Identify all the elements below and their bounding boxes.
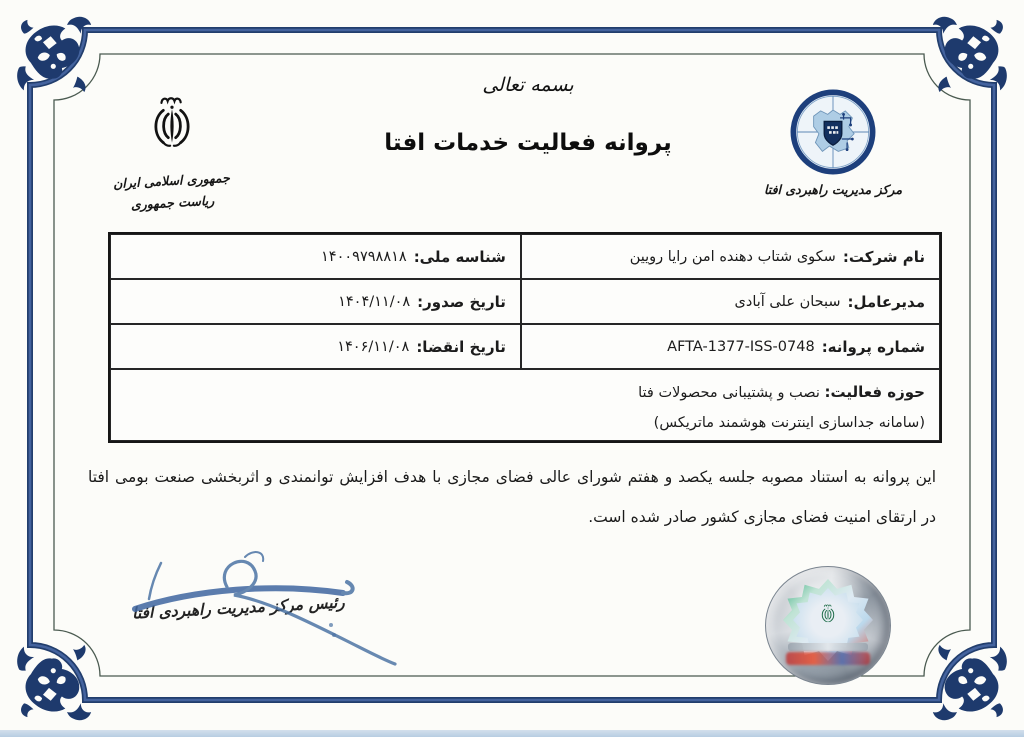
- expiry-date-value: ۱۴۰۶/۱۱/۰۸: [337, 338, 410, 355]
- company-name-value: سکوی شتاب دهنده امن رایا رویین: [629, 248, 836, 265]
- issue-date-value: ۱۴۰۴/۱۱/۰۸: [338, 293, 411, 310]
- body-paragraph-line1: این پروانه به استناد مصوبه جلسه یکصد و هفتم شورای عالی فضای مجازی با هدف افزایش توانمندی و اثربخشی صنعت بومی افتا: [88, 468, 936, 486]
- iran-coat-of-arms-icon: [141, 86, 203, 162]
- national-id-value: ۱۴۰۰۹۷۹۸۸۱۸: [321, 248, 407, 265]
- iran-emblem-block: [97, 86, 247, 214]
- license-number-value: AFTA-1377-ISS-0748: [667, 338, 815, 355]
- company-name-label: نام شرکت:: [842, 247, 925, 266]
- corner-ornament-bottom-left-icon: [12, 638, 98, 724]
- corner-ornament-top-left-icon: [12, 13, 98, 99]
- bismillah-text: بسمه تعالی: [482, 74, 574, 96]
- holographic-seal: [765, 566, 891, 685]
- issue-date-label: تاریخ صدور:: [417, 292, 506, 311]
- emblem-caption-line2: ریاست جمهوری: [130, 192, 215, 213]
- seal-iran-emblem-icon: [817, 600, 839, 628]
- activity-scope-detail: (سامانه جداسازی اینترنت هوشمند ماتریکس): [653, 414, 925, 431]
- ceo-label: مدیرعامل:: [847, 292, 925, 311]
- body-paragraph-line2: در ارتقای امنیت فضای مجازی کشور صادر شده است.: [588, 507, 936, 526]
- activity-scope-value: نصب و پشتیبانی محصولات فتا: [638, 385, 820, 401]
- table-cell-license-number: [521, 324, 940, 369]
- signature-block: [95, 533, 415, 688]
- license-number-label: شماره پروانه:: [821, 337, 925, 356]
- table-cell-activity-scope: [110, 369, 940, 441]
- table-cell-expiry-date: [110, 324, 521, 369]
- table-cell-issue-date: [110, 279, 521, 324]
- afta-center-logo-icon: [789, 88, 877, 176]
- page-title: پروانه فعالیت خدمات افتا: [384, 130, 672, 156]
- body-paragraph: [88, 458, 936, 537]
- ceo-value: سبحان علی آبادی: [734, 293, 841, 310]
- table-cell-company-name: [521, 234, 940, 279]
- scan-edge-strip: [0, 730, 1024, 737]
- national-id-label: شناسه ملی:: [413, 247, 506, 266]
- afta-logo-caption: مرکز مدیریت راهبردی افتا: [763, 182, 903, 197]
- emblem-caption-line1: جمهوری اسلامی ایران: [112, 169, 231, 192]
- license-table: [108, 232, 942, 443]
- signatory-title: رئیس مرکز مدیریت راهبردی افتا: [131, 593, 346, 623]
- activity-scope-label: حوزه فعالیت:: [824, 383, 925, 401]
- seal-red-text-band: [786, 652, 870, 665]
- afta-logo-block: [758, 88, 908, 197]
- handwritten-signature: [95, 533, 415, 688]
- table-cell-ceo: [521, 279, 940, 324]
- expiry-date-label: تاریخ انقضا:: [416, 337, 506, 356]
- table-cell-national-id: [110, 234, 521, 279]
- corner-ornament-bottom-right-icon: [926, 638, 1012, 724]
